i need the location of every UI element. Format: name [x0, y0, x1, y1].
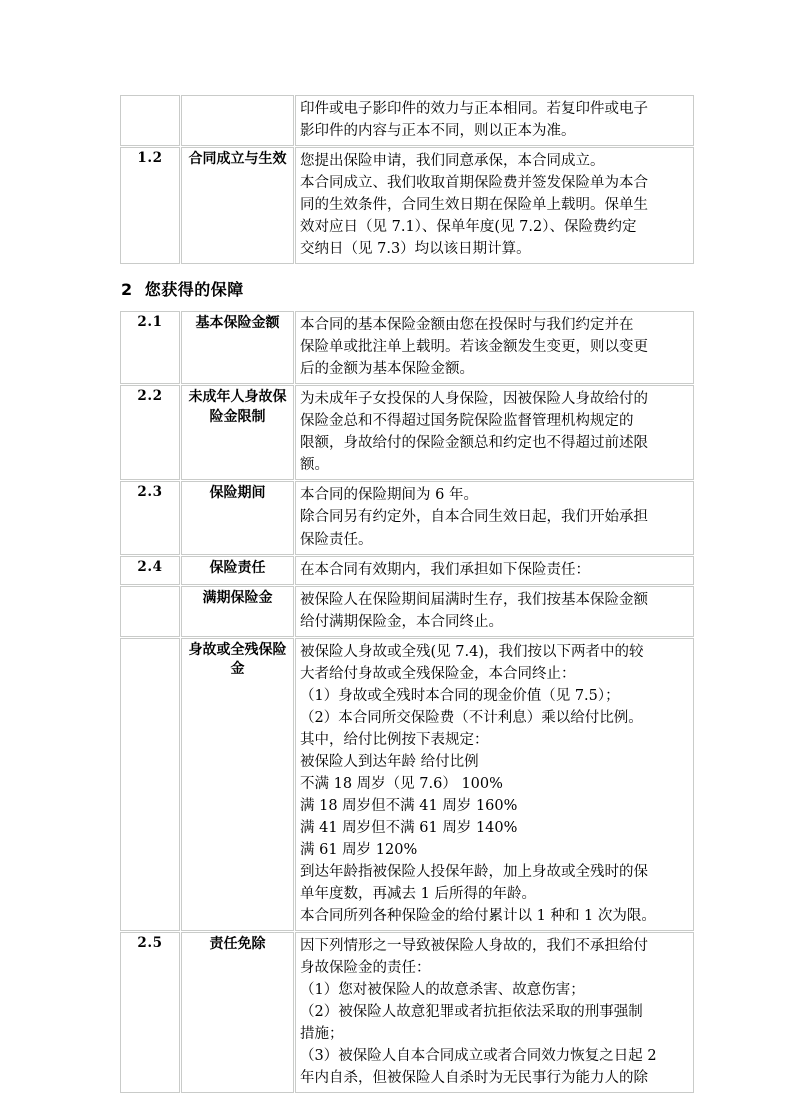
clause-text-line: 印件或电子影印件的效力与正本相同。若复印件或电子: [300, 101, 648, 117]
contract-table-main: [119, 310, 695, 1094]
clause-number-cell: 2.1: [120, 311, 180, 384]
clause-text-line: 措施；: [300, 1026, 344, 1043]
clause-text-line: 影印件的内容与正本不同，则以正本为准。: [300, 123, 576, 140]
clause-text-line: 被保险人身故或全残(见 7.4)，我们按以下两者中的较: [300, 643, 644, 660]
clause-text-line: 大者给付身故或全残保险金，本合同终止：: [300, 665, 576, 682]
table-row: [120, 385, 694, 480]
clause-number-cell: [120, 95, 180, 146]
clause-text-line: 保险责任。: [300, 531, 373, 548]
clause-text-line: 被保险人在保险期间届满时生存，我们按基本保险金额: [300, 591, 648, 608]
clause-text-line: 效对应日（见 7.1）、保单年度(见 7.2）、保险费约定: [300, 219, 637, 236]
clause-text-line: 保险单或批注单上载明。若该金额发生变更，则以变更: [300, 339, 648, 356]
clause-text-line: 本合同的基本保险金额由您在投保时与我们约定并在: [300, 317, 634, 334]
clause-label-cell: 基本保险金额: [181, 311, 294, 384]
clause-number-cell: [120, 638, 180, 931]
clause-text-line: 因下列情形之一导致被保险人身故的，我们不承担给付: [300, 938, 648, 955]
clause-text-line: 额。: [300, 457, 329, 474]
clause-text-line: 不满 18 周岁（见 7.6） 100%: [300, 775, 503, 792]
clause-text-line: 在本合同有效期内，我们承担如下保险责任：: [300, 561, 590, 578]
table-row: [120, 932, 694, 1093]
clause-text-line: 到达年龄指被保险人投保年龄，加上身故或全残时的保: [300, 863, 648, 880]
clause-text-cell: [295, 147, 694, 264]
clause-text-line: 本合同成立、我们收取首期保险费并签发保险单为本合: [300, 175, 648, 192]
clause-label-cell: 保险责任: [181, 556, 294, 585]
table-row: [120, 311, 694, 384]
clause-text-line: 除合同另有约定外，自本合同生效日起，我们开始承担: [300, 509, 648, 526]
clause-label-cell: 保险期间: [181, 481, 294, 554]
clause-label-cell: [181, 95, 294, 146]
clause-text-line: 被保险人到达年龄 给付比例: [300, 753, 479, 770]
table-row: [120, 481, 694, 554]
clause-text-line: 您提出保险申请，我们同意承保，本合同成立。: [300, 153, 605, 170]
clause-text-line: （3）被保险人自本合同成立或者合同效力恢复之日起 2: [300, 1048, 657, 1065]
clause-text-cell: [295, 311, 694, 384]
clause-text-line: 本合同所列各种保险金的给付累计以 1 种和 1 次为限。: [300, 908, 656, 924]
clause-text-line: （2）被保险人故意犯罪或者抗拒依法采取的刑事强制: [300, 1004, 643, 1021]
clause-text-cell: [295, 556, 694, 585]
clause-number-cell: 2.4: [120, 556, 180, 585]
clause-text-line: （1）身故或全残时本合同的现金价值（见 7.5）；: [300, 687, 620, 704]
clause-text-line: 同的生效条件，合同生效日期在保险单上载明。保单生: [300, 197, 648, 214]
clause-text-line: 后的金额为基本保险金额。: [300, 361, 474, 378]
section-heading: 2 您获得的保障: [121, 280, 244, 300]
clause-text-cell: [295, 586, 694, 637]
clause-text-cell: [295, 481, 694, 554]
clause-text-line: 限额，身故给付的保险金额总和约定也不得超过前述限: [300, 435, 648, 452]
clause-text-line: 其中，给付比例按下表规定：: [300, 731, 489, 748]
clause-text-cell: [295, 638, 694, 931]
clause-label-cell: 责任免除: [181, 932, 294, 1093]
document-body: [119, 94, 679, 1094]
clause-text-cell: [295, 95, 694, 146]
clause-text-cell: [295, 385, 694, 480]
clause-text-line: （1）您对被保险人的故意杀害、故意伤害；: [300, 982, 585, 999]
clause-text-line: 为未成年子女投保的人身保险，因被保险人身故给付的: [300, 391, 648, 408]
table-row: [120, 147, 694, 264]
table-row: [120, 95, 694, 146]
clause-text-cell: [295, 932, 694, 1093]
table-row: [120, 586, 694, 637]
clause-text-line: 满 41 周岁但不满 61 周岁 140%: [300, 819, 518, 836]
clause-label-cell: 未成年人身故保险金限制: [181, 385, 294, 480]
clause-number-cell: [120, 586, 180, 637]
table-row: [120, 638, 694, 931]
table-top-body: [120, 95, 694, 264]
clause-text-line: 单年度数，再减去 1 后所得的年龄。: [300, 885, 536, 902]
clause-text-line: （2）本合同所交保险费（不计利息）乘以给付比例。: [300, 709, 643, 726]
table-main-body: [120, 311, 694, 1093]
clause-number-cell: 1.2: [120, 147, 180, 264]
clause-text-line: 满 61 周岁 120%: [300, 841, 418, 858]
clause-number-cell: 2.5: [120, 932, 180, 1093]
clause-text-line: 年内自杀，但被保险人自杀时为无民事行为能力人的除: [300, 1070, 648, 1087]
clause-label-cell: 身故或全残保险金: [181, 638, 294, 931]
clause-number-cell: 2.2: [120, 385, 180, 480]
clause-text-line: 满 18 周岁但不满 41 周岁 160%: [300, 797, 518, 814]
clause-label-cell: 合同成立与生效: [181, 147, 294, 264]
clause-text-line: 本合同的保险期间为 6 年。: [300, 487, 478, 504]
clause-number-cell: 2.3: [120, 481, 180, 554]
clause-text-line: 身故保险金的责任：: [300, 960, 431, 977]
clause-label-cell: 满期保险金: [181, 586, 294, 637]
clause-text-line: 保险金总和不得超过国务院保险监督管理机构规定的: [300, 413, 634, 430]
table-row: [120, 556, 694, 585]
clause-text-line: 给付满期保险金，本合同终止。: [300, 613, 503, 630]
clause-text-line: 交纳日（见 7.3）均以该日期计算。: [300, 241, 531, 258]
contract-table-top: [119, 94, 695, 265]
